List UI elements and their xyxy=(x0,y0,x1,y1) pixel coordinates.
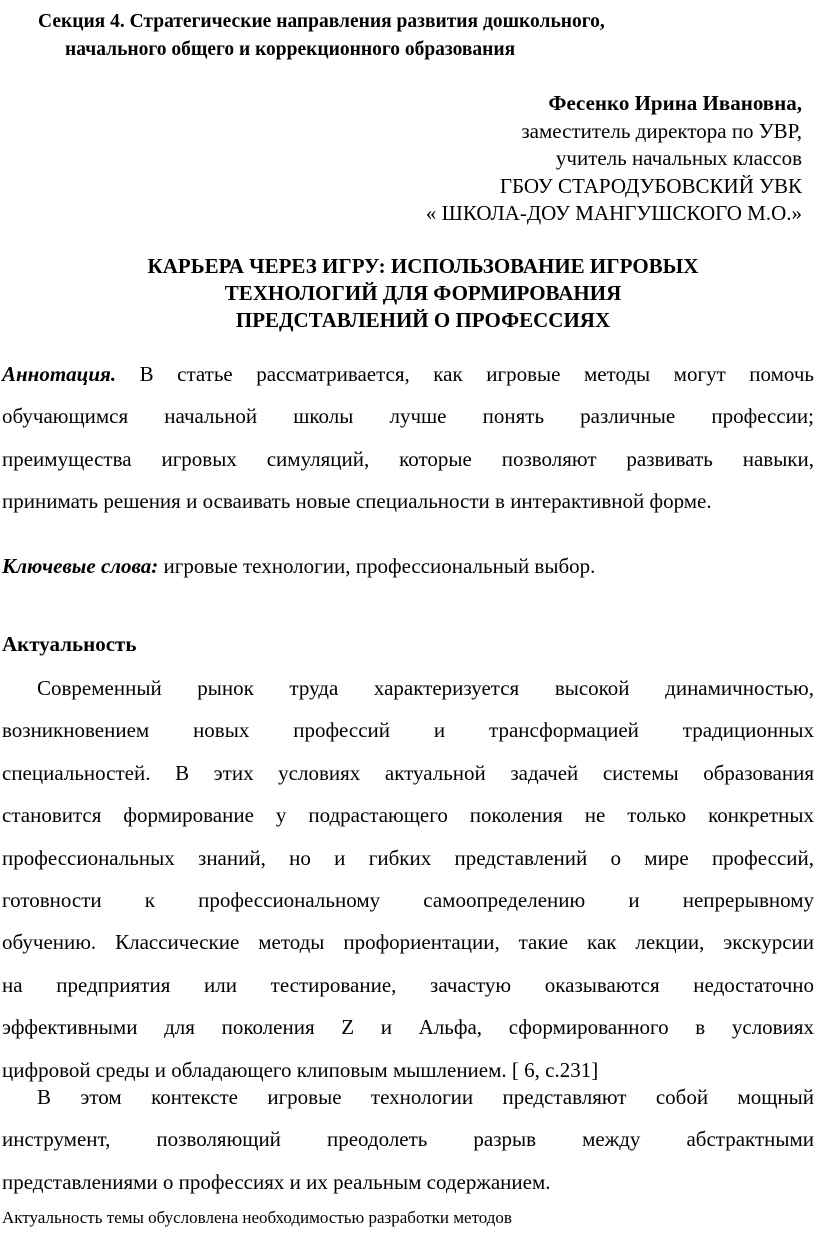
author-position: заместитель директора по УВР, xyxy=(521,118,802,143)
paragraph-line: на предприятия или тестирование, зачастую оказываются недостаточно xyxy=(2,972,814,997)
paragraph-line: возникновением новых профессий и трансформацией традиционных xyxy=(2,718,814,743)
annotation-label: Аннотация. xyxy=(2,362,117,386)
section-header xyxy=(38,8,778,64)
paragraph-line: В этом контексте игровые технологии представляют собой мощный xyxy=(37,1085,814,1109)
annotation-line: принимать решения и осваивать новые специальности в интерактивной форме. xyxy=(2,489,712,514)
paragraph-line: профессиональных знаний, но и гибких представлений о мире профессий, xyxy=(2,845,814,870)
author-org-2: « ШКОЛА-ДОУ МАНГУШСКОГО М.О.» xyxy=(425,201,802,225)
title-line-1: КАРЬЕРА ЧЕРЕЗ ИГРУ: ИСПОЛЬЗОВАНИЕ ИГРОВЫХ xyxy=(147,254,699,278)
keywords-label: Ключевые слова: xyxy=(2,554,159,578)
paragraph-line: цифровой среды и обладающего клиповым мышлением. [ 6, с.231] xyxy=(2,1057,599,1082)
annotation-paragraph xyxy=(2,353,814,523)
article-title xyxy=(30,253,816,334)
relevance-paragraph-2 xyxy=(2,1076,814,1203)
paragraph-line: инструмент, позволяющий преодолеть разрыв между абстрактными xyxy=(2,1127,814,1152)
author-role: учитель начальных классов xyxy=(555,146,802,170)
paragraph-line: готовности к профессиональному самоопределению и непрерывному xyxy=(2,888,814,913)
author-name: Фесенко Ирина Ивановна, xyxy=(548,91,802,115)
title-line-3: ПРЕДСТАВЛЕНИЙ О ПРОФЕССИЯХ xyxy=(235,308,611,332)
annotation-line: В статье рассматривается, как игровые методы могут помочь xyxy=(116,362,814,386)
paragraph-line: представлениями о профессиях и их реальным содержанием. xyxy=(2,1169,551,1194)
relevance-paragraph-1 xyxy=(2,667,814,1091)
section-line-2: начального общего и коррекционного образования xyxy=(65,39,516,60)
annotation-line: обучающимся начальной школы лучше понять различные профессии; xyxy=(2,404,814,429)
section-line-1: Секция 4. Стратегические направления развития дошкольного, xyxy=(38,11,605,32)
paragraph-line: эффективными для поколения Z и Альфа, сформированного в условиях xyxy=(2,1015,814,1040)
relevance-heading: Актуальность xyxy=(2,632,137,656)
author-block xyxy=(426,90,802,228)
title-line-2: ТЕХНОЛОГИЙ ДЛЯ ФОРМИРОВАНИЯ xyxy=(224,281,622,305)
keywords-text: игровые технологии, профессиональный выбор. xyxy=(158,554,596,578)
keywords-paragraph xyxy=(2,545,814,587)
paragraph-line: специальностей. В этих условиях актуальной задачей системы образования xyxy=(2,760,814,785)
continuation-line: Актуальность темы обусловлена необходимостью разработки методов xyxy=(2,1208,512,1227)
annotation-line: преимущества игровых симуляций, которые позволяют развивать навыки, xyxy=(2,446,814,471)
paragraph-line: становится формирование у подрастающего поколения не только конкретных xyxy=(2,803,814,828)
paragraph-line: Современный рынок труда характеризуется высокой динамичностью, xyxy=(37,676,814,700)
paragraph-line: обучению. Классические методы профориентации, такие как лекции, экскурсии xyxy=(2,930,814,955)
author-org: ГБОУ СТАРОДУБОВСКИЙ УВК xyxy=(499,173,802,198)
